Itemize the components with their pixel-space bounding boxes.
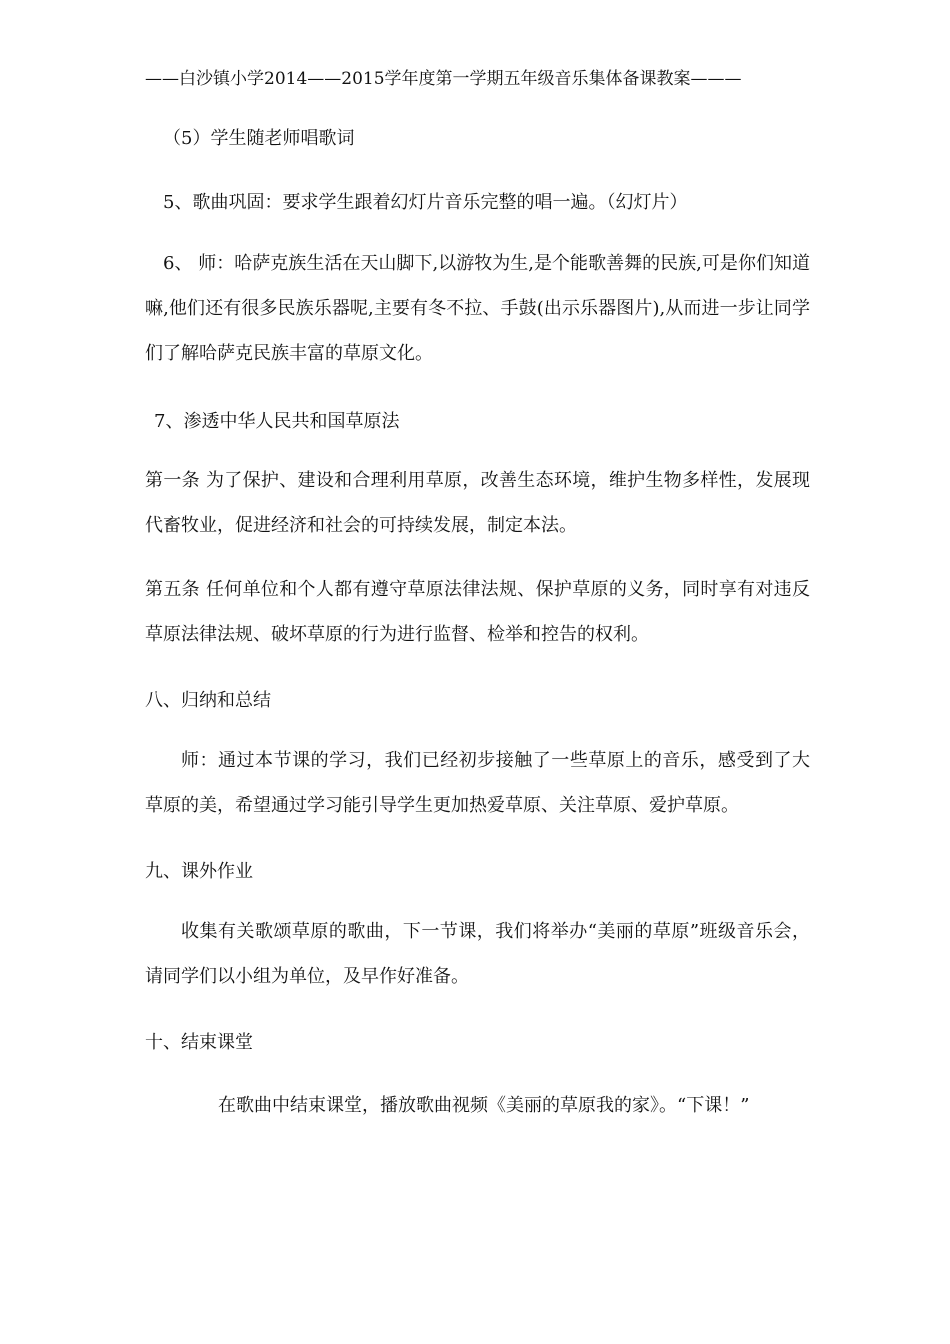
section-8-summary: 师：通过本节课的学习，我们已经初步接触了一些草原上的音乐，感受到了大草原的美，希望通过学习能引导学生更加热爱草原、关注草原、爱护草原。	[145, 750, 810, 816]
section-9-heading: 九、课外作业	[145, 861, 253, 882]
law-article-1: 第一条 为了保护、建设和合理利用草原，改善生态环境，维护生物多样性，发展现代畜牧业，促进经济和社会的可持续发展，制定本法。	[145, 470, 810, 536]
section-10-heading: 十、结束课堂	[145, 1032, 253, 1053]
law-article-5: 第五条 任何单位和个人都有遵守草原法律法规、保护草原的义务，同时享有对违反草原法律法规、破坏草原的行为进行监督、检举和控告的权利。	[145, 579, 810, 645]
step-7-grassland-law: 7、渗透中华人民共和国草原法	[154, 411, 400, 432]
section-9-homework: 收集有关歌颂草原的歌曲，下一节课，我们将举办“美丽的草原”班级音乐会，请同学们以小组为单位，及早作好准备。	[145, 921, 810, 987]
step-5-song-review: 5、歌曲巩固：要求学生跟着幻灯片音乐完整的唱一遍。（幻灯片）	[163, 192, 688, 213]
step-6-kazakh-culture: 6、 师：哈萨克族生活在天山脚下,以游牧为生,是个能歌善舞的民族,可是你们知道嘛,他们还有很多民族乐器呢,主要有冬不拉、手鼓(出示乐器图片),从而进一步让同学们了解哈萨克民族丰富的草原文化。	[145, 253, 810, 364]
section-10-closing: 在歌曲中结束课堂，播放歌曲视频《美丽的草原我的家》。“下课！”	[218, 1095, 750, 1116]
section-8-heading: 八、归纳和总结	[145, 690, 271, 711]
document-header: ——白沙镇小学2014——2015学年度第一学期五年级音乐集体备课教案———	[145, 69, 742, 89]
step-5-sub-item: （5）学生随老师唱歌词	[163, 128, 355, 149]
